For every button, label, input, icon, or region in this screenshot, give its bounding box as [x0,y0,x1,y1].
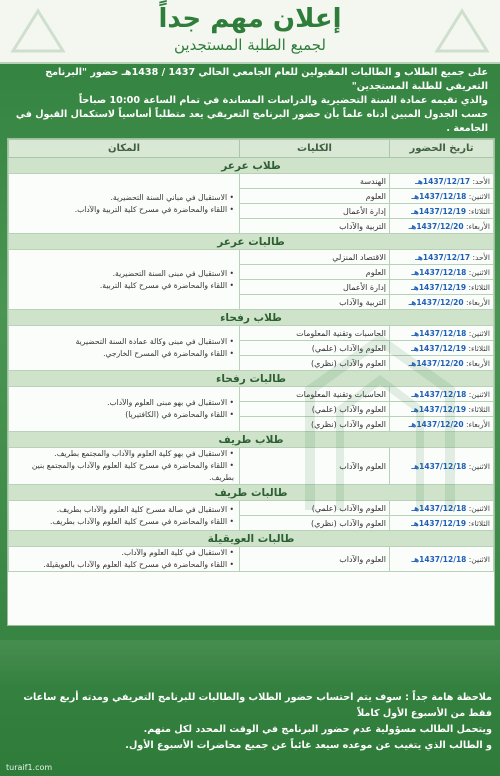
date-value: 1437/12/19هـ [411,206,467,216]
header-banner [0,0,500,64]
day-label: الاثنين: [468,328,490,338]
group-row [9,234,494,250]
date-cell [390,516,494,531]
date-value: 1437/12/18هـ [411,503,467,513]
college-cell: العلوم والآداب (علمي) [240,402,390,417]
place-cell [9,547,240,572]
college-cell: العلوم والآداب (علمي) [240,501,390,516]
day-label: الثلاثاء: [468,206,490,216]
note-line: ويتحمل الطالب مسؤولية عدم حضور البرنامج في الوقت المحدد لكل منهم. [143,724,492,735]
header-date: تاريخ الحضور [390,140,494,158]
college-cell: الهندسة [240,174,390,189]
college-cell: العلوم والآداب (نظري) [240,516,390,531]
table-row [9,547,494,572]
place-item: • الاستقبال في كلية العلوم والآداب. [121,548,234,557]
table-row [9,387,494,402]
date-value: 1437/12/17هـ [415,252,471,262]
college-cell: العلوم والآداب (نظري) [240,417,390,432]
date-cell [390,547,494,572]
college-cell: الحاسبات وتقنية المعلومات [240,326,390,341]
college-cell: العلوم والآداب (علمي) [240,341,390,356]
intro-line: حسب الجدول المبين أدناه علماً بأن حضور البرنامج التعريفي يعد متطلباً أساسياً لاستكمال القبول في الجامعة . [15,109,488,134]
date-cell [390,417,494,432]
notes [8,690,492,754]
date-value: 1437/12/18هـ [411,328,467,338]
date-cell [390,280,494,295]
day-label: الاثنين: [468,554,490,564]
day-label: الأحد: [472,252,490,262]
date-cell [390,174,494,189]
group-row [9,485,494,501]
intro-text [12,66,488,136]
college-cell: العلوم [240,265,390,280]
place-item: • الاستقبال في مبنى السنة التحضيرية. [112,268,234,278]
day-label: الثلاثاء: [468,404,490,414]
date-value: 1437/12/20هـ [408,358,464,368]
date-value: 1437/12/18هـ [411,267,467,277]
date-cell [390,189,494,204]
date-value: 1437/12/18هـ [411,389,467,399]
table-row [9,250,494,265]
college-cell: الحاسبات وتقنية المعلومات [240,387,390,402]
day-label: الأربعاء: [465,297,490,307]
day-label: الثلاثاء: [468,343,490,353]
date-value: 1437/12/19هـ [411,282,467,292]
page-title: إعلان مهم جداً [158,4,342,34]
college-cell: العلوم [240,189,390,204]
group-title: طلاب طريف [9,432,494,448]
place-item: • اللقاء والمحاضرة في (الكافتيريا) [125,410,234,419]
college-cell: التربية والآداب [240,295,390,310]
page-subtitle: لجميع الطلبة المستجدين [173,36,326,54]
date-value: 1437/12/19هـ [411,404,467,414]
day-label: الاثنين: [468,191,490,201]
date-value: 1437/12/20هـ [408,221,464,231]
day-label: الثلاثاء: [468,518,490,528]
header-place: المكان [9,140,240,158]
group-row [9,432,494,448]
date-cell [390,448,494,485]
group-title: طالبات العويقيلة [9,531,494,547]
date-value: 1437/12/19هـ [411,518,467,528]
place-cell [9,387,240,432]
college-cell: التربية والآداب [240,219,390,234]
date-cell [390,204,494,219]
college-cell: العلوم والآداب [240,547,390,572]
day-label: الاثنين: [468,267,490,277]
college-cell: إدارة الأعمال [240,204,390,219]
college-cell: العلوم والآداب (نظري) [240,356,390,371]
place-item: • الاستقبال في صالة مسرح كلية العلوم والآداب بطريف. [56,504,234,514]
date-cell [390,326,494,341]
table-row [9,448,494,485]
date-cell [390,356,494,371]
place-item: • اللقاء والمحاضرة في مسرح كلية التربية. [99,280,234,290]
place-item: • اللقاء والمحاضرة في مسرح كلية العلوم والآداب بطريف. [49,516,234,526]
divider [0,640,500,688]
date-cell [390,402,494,417]
place-item: • الاستقبال في مباني السنة التحضيرية. [110,192,234,202]
header-colleges: الكليات [240,140,390,158]
day-label: الاثنين: [468,503,490,513]
day-label: الاثنين: [468,389,490,399]
day-label: الأربعاء: [465,419,490,429]
group-row [9,158,494,174]
day-label: الأحد: [472,176,490,186]
schedule-table [8,139,494,572]
date-value: 1437/12/17هـ [415,176,471,186]
date-cell [390,387,494,402]
place-item: • اللقاء والمحاضرة في مسرح كلية العلوم والآداب والمجتمع بنين بطريف. [31,461,234,482]
place-cell [9,174,240,234]
college-cell: إدارة الأعمال [240,280,390,295]
day-label: الأربعاء: [465,358,490,368]
note-line: و الطالب الذي يتغيب عن موعده سيعد غائباً عن جميع محاضرات الأسبوع الأول. [125,740,492,751]
date-value: 1437/12/20هـ [408,297,464,307]
date-cell [390,295,494,310]
date-value: 1437/12/18هـ [411,554,467,564]
group-title: طالبات طريف [9,485,494,501]
day-label: الأربعاء: [465,221,490,231]
place-item: • اللقاء والمحاضرة في مسرح كلية العلوم والآداب بالعويقيلة. [43,560,234,569]
group-title: طالبات عرعر [9,234,494,250]
group-title: طلاب رفحاء [9,310,494,326]
place-cell [9,448,240,485]
place-item: • الاستقبال في مبنى وكالة عمادة السنة التحضيرية [75,337,234,346]
place-item: • اللقاء والمحاضرة في المسرح الخارجي. [103,349,234,358]
group-title: طالبات رفحاء [9,371,494,387]
day-label: الثلاثاء: [468,282,490,292]
place-item: • اللقاء والمحاضرة في مسرح كلية التربية والآداب. [74,204,234,214]
intro-line: والذي تقيمه عمادة السنة التحضيرية والدراسات المساندة في تمام الساعة 10:00 صباحاً [78,95,488,106]
college-cell: العلوم والآداب [240,448,390,485]
place-cell [9,250,240,310]
date-cell [390,250,494,265]
date-cell [390,501,494,516]
table-row [9,501,494,516]
college-cell: الاقتصاد المنزلي [240,250,390,265]
group-row [9,531,494,547]
schedule-table-container [7,138,495,626]
table-row [9,326,494,341]
group-row [9,371,494,387]
date-cell [390,265,494,280]
date-value: 1437/12/18هـ [411,191,467,201]
site-credit: turaif1.com [6,763,53,772]
place-cell [9,326,240,371]
date-value: 1437/12/20هـ [408,419,464,429]
date-value: 1437/12/18هـ [411,461,467,471]
place-item: • الاستقبال في بهو كلية العلوم والآداب والمجتمع بطريف. [54,449,234,458]
group-row [9,310,494,326]
day-label: الاثنين: [468,461,490,471]
group-title: طلاب عرعر [9,158,494,174]
intro-line: على جميع الطلاب و الطالبات المقبولين للعام الجامعي الحالي 1437 / 1438هـ حضور "البرنامج التعريفي للطلبة المستجدين" [45,67,488,92]
place-cell [9,501,240,531]
date-cell [390,341,494,356]
place-item: • الاستقبال في بهو مبنى العلوم والآداب. [107,398,234,407]
note-line: ملاحظة هامة جداً : سوف يتم احتساب حضور الطلاب والطالبات للبرنامج التعريفي ومدته أربع ساعات فقط من الأسبوع الأول كاملاً [23,692,492,719]
date-cell [390,219,494,234]
date-value: 1437/12/19هـ [411,343,467,353]
table-row [9,174,494,189]
